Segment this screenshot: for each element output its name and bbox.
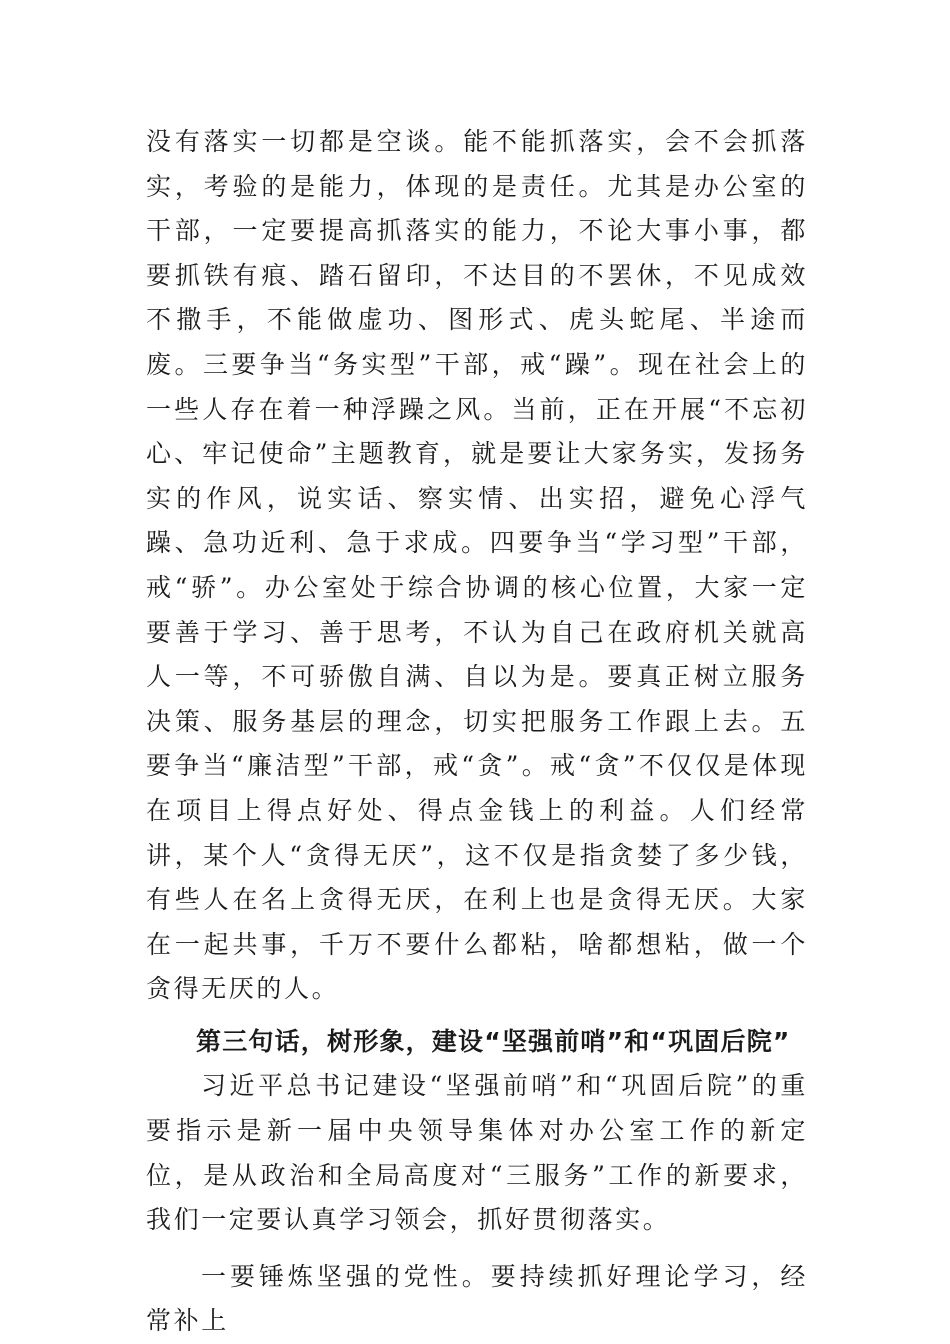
section-heading: 第三句话，树形象，建设“坚强前哨”和“巩固后院”	[196, 1026, 791, 1056]
body-paragraph-point-one: 一要锤炼坚强的党性。要持续抓好理论学习，经常补上	[146, 1261, 808, 1336]
body-paragraph-continued: 没有落实一切都是空谈。能不能抓落实，会不会抓落实，考验的是能力，体现的是责任。尤其是办公室的干部，一定要提高抓落实的能力，不论大事小事，都要抓铁有痕、踏石留印，不达目的不罢休，不见成效不撒手，不能做虚功、图形式、虎头蛇尾、半途而废。三要争当“务实型”干部，戒“躁”。现在社会上的一些人存在着一种浮躁之风。当前，正在开展“不忘初心、牢记使命”主题教育，就是要让大家务实，发扬务实的作风，说实话、察实情、出实招，避免心浮气躁、急功近利、急于求成。四要争当“学习型”干部，戒“骄”。办公室处于综合协调的核心位置，大家一定要善于学习、善于思考，不认为自己在政府机关就高人一等，不可骄傲自满、自以为是。要真正树立服务决策、服务基层的理念，切实把服务工作跟上去。五要争当“廉洁型”干部，戒“贪”。戒“贪”不仅仅是体现在项目上得点好处、得点金钱上的利益。人们经常讲，某个人“贪得无厌”，这不仅是指贪婪了多少钱，有些人在名上贪得无厌，在利上也是贪得无厌。大家在一起共事，千万不要什么都粘，啥都想粘，做一个贪得无厌的人。	[146, 127, 808, 1004]
document-body	[146, 120, 808, 1344]
body-paragraph-intro: 习近平总书记建设“坚强前哨”和“巩固后院”的重要指示是新一届中央领导集体对办公室工作的新定位，是从政治和全局高度对“三服务”工作的新要求，我们一定要认真学习领会，抓好贯彻落实。	[146, 1071, 808, 1235]
